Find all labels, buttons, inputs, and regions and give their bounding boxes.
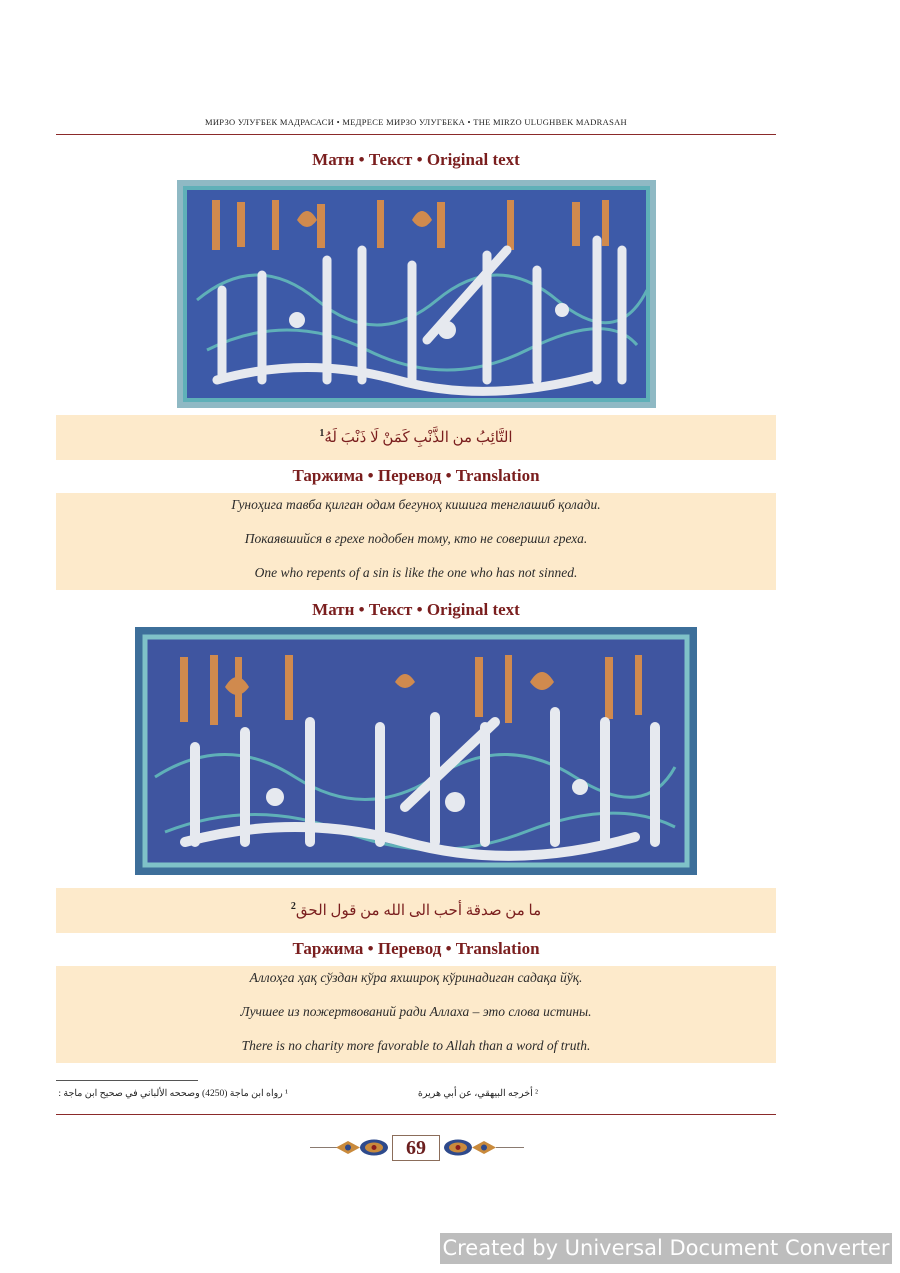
arabic-original-box <box>56 415 776 460</box>
footnote-ref: 2 <box>290 901 296 912</box>
footnote-separator <box>56 1080 198 1081</box>
footer-rule <box>56 1114 776 1115</box>
translation-box <box>56 966 776 1063</box>
original-text-heading: Матн • Текст • Original text <box>312 150 520 169</box>
translation-uzbek: Аллоҳга ҳақ сўздан кўра яхшироқ кўринадиган садақа йўқ. <box>249 970 583 985</box>
translation-russian: Покаявшийся в грехе подобен тому, кто не совершил греха. <box>244 531 588 546</box>
footnote-2: ² أخرجه البيهقي، عن أبي هريرة <box>417 1089 538 1099</box>
translation-uzbek: Гуноҳига тавба қилган одам бегуноҳ кишига тенглашиб қолади. <box>231 497 601 512</box>
footnote-ref: 1 <box>319 428 325 439</box>
footnote-1: ¹ رواه ابن ماجة (4250) وصححه الألباني في صحيح ابن ماجة : <box>58 1089 288 1099</box>
header-rule <box>56 134 776 135</box>
tile-inscription-photo <box>135 627 697 875</box>
arabic-text: التَّائِبُ من الذَّنْبِ كَمَنْ لَا ذَنْبَ لَهُ <box>324 430 513 446</box>
original-text-heading: Матн • Текст • Original text <box>312 600 520 619</box>
arabic-text: ما من صدقة أحب الى الله من قول الحق <box>295 903 542 919</box>
translation-english: There is no charity more favorable to Allah than a word of truth. <box>241 1038 591 1053</box>
page-number: 69 <box>392 1135 440 1161</box>
translation-english: One who repents of a sin is like the one who has not sinned. <box>254 565 578 580</box>
watermark: Created by Universal Document Converter <box>440 1233 892 1264</box>
translation-heading: Таржима • Перевод • Translation <box>292 939 540 958</box>
translation-heading: Таржима • Перевод • Translation <box>292 466 540 485</box>
ornament-line-right <box>496 1147 524 1148</box>
translation-box <box>56 493 776 590</box>
running-head: МИРЗО УЛУҒБЕК МАДРАСАСИ • МЕДРЕСЕ МИРЗО УЛУГБЕКА • THE MIRZO ULUGHBEK MADRASAH <box>205 117 627 127</box>
arabic-original-box <box>56 888 776 933</box>
ornament-left-icon <box>334 1137 392 1158</box>
translation-russian: Лучшее из пожертвований ради Аллаха – это слова истины. <box>240 1004 592 1019</box>
ornament-right-icon <box>440 1137 498 1158</box>
tile-inscription-photo <box>177 180 656 408</box>
